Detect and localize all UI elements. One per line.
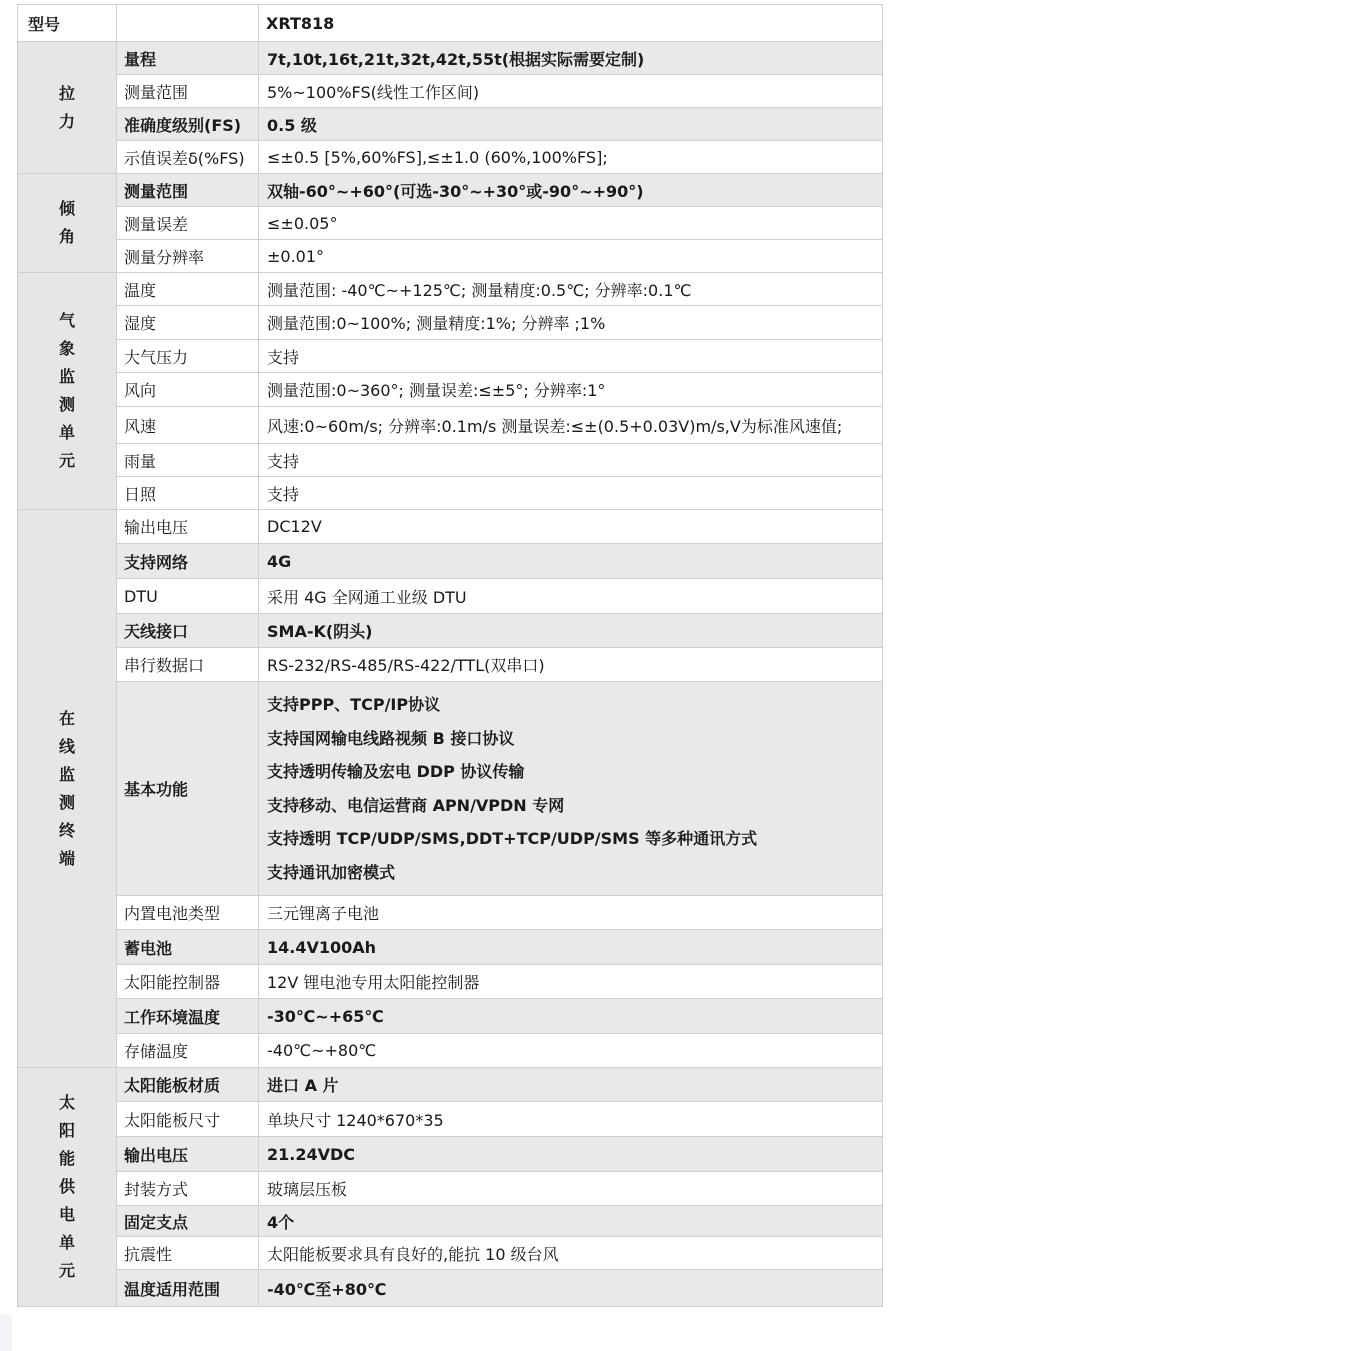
param-name: 固定支点 — [117, 1206, 259, 1237]
param-value: 4个 — [259, 1206, 883, 1237]
param-value: ±0.01° — [259, 240, 883, 273]
param-name: 太阳能板尺寸 — [117, 1102, 259, 1137]
param-value: SMA-K(阴头) — [259, 614, 883, 648]
table-row — [18, 373, 883, 407]
param-value: 玻璃层压板 — [259, 1172, 883, 1206]
table-row — [18, 273, 883, 306]
param-name: 温度 — [117, 273, 259, 306]
feature-item: 支持国网输电线路视频 B 接口协议 — [267, 728, 515, 748]
param-name: 串行数据口 — [117, 648, 259, 682]
param-name: 支持网络 — [117, 544, 259, 579]
param-name: 存储温度 — [117, 1034, 259, 1068]
group-label-tilt — [18, 174, 117, 273]
feature-item: 支持透明传输及宏电 DDP 协议传输 — [267, 762, 525, 781]
group-label-terminal — [18, 510, 117, 1068]
table-row — [18, 42, 883, 75]
param-value: 7t,10t,16t,21t,32t,42t,55t(根据实际需要定制) — [259, 42, 883, 75]
table-row — [18, 614, 883, 648]
table-row — [18, 1172, 883, 1206]
table-row — [18, 999, 883, 1034]
table-row — [18, 340, 883, 373]
param-name: 示值误差δ(%FS) — [117, 141, 259, 174]
table-row — [18, 444, 883, 477]
feature-item: 支持透明 TCP/UDP/SMS,DDT+TCP/UDP/SMS 等多种通讯方式 — [267, 829, 758, 848]
param-name: 温度适用范围 — [117, 1270, 259, 1307]
feature-list — [267, 682, 882, 895]
param-name: 蓄电池 — [117, 930, 259, 965]
group-label-solar — [18, 1068, 117, 1307]
param-name: 量程 — [117, 42, 259, 75]
param-value: 支持 — [259, 444, 883, 477]
param-value: 进口 A 片 — [259, 1068, 883, 1102]
feature-item: 支持移动、电信运营商 APN/VPDN 专网 — [267, 795, 565, 815]
group-label-weather — [18, 273, 117, 510]
param-name: 太阳能板材质 — [117, 1068, 259, 1102]
table-row — [18, 207, 883, 240]
table-row — [18, 240, 883, 273]
param-value: 测量范围: -40℃~+125℃; 测量精度:0.5℃; 分辨率:0.1℃ — [259, 273, 883, 306]
table-row — [18, 1270, 883, 1307]
param-name: 风向 — [117, 373, 259, 407]
feature-list-cell — [259, 682, 883, 896]
param-name: DTU — [117, 579, 259, 614]
param-name: 太阳能控制器 — [117, 965, 259, 999]
table-row — [18, 75, 883, 108]
model-label: 型号 — [18, 5, 117, 42]
table-row — [18, 965, 883, 999]
param-value: 风速:0~60m/s; 分辨率:0.1m/s 测量误差:≤±(0.5+0.03V)m/s,V为标准风速值; — [259, 407, 883, 444]
table-row — [18, 141, 883, 174]
param-value: -40℃至+80℃ — [259, 1270, 883, 1307]
page-edge-strip — [0, 1314, 12, 1351]
group-label-text: 倾角 — [58, 199, 75, 246]
param-value: 测量范围:0~360°; 测量误差:≤±5°; 分辨率:1° — [259, 373, 883, 407]
table-row — [18, 1237, 883, 1270]
param-name: 工作环境温度 — [117, 999, 259, 1034]
param-name: 测量范围 — [117, 75, 259, 108]
param-value: 支持 — [259, 477, 883, 510]
table-row — [18, 1206, 883, 1237]
param-value: 双轴-60°~+60°(可选-30°~+30°或-90°~+90°) — [259, 174, 883, 207]
param-value: 采用 4G 全网通工业级 DTU — [259, 579, 883, 614]
param-value: -30℃~+65℃ — [259, 999, 883, 1034]
feature-item: 支持PPP、TCP/IP协议 — [267, 695, 441, 714]
param-name: 雨量 — [117, 444, 259, 477]
table-row — [18, 930, 883, 965]
model-value: XRT818 — [259, 5, 883, 42]
param-value: DC12V — [259, 510, 883, 544]
param-name: 日照 — [117, 477, 259, 510]
param-value: 太阳能板要求具有良好的,能抗 10 级台风 — [259, 1237, 883, 1270]
param-name: 大气压力 — [117, 340, 259, 373]
group-label-text: 太阳能供电单元 — [58, 1093, 75, 1280]
param-value: 支持 — [259, 340, 883, 373]
table-row — [18, 648, 883, 682]
param-value: -40℃~+80℃ — [259, 1034, 883, 1068]
param-name: 内置电池类型 — [117, 896, 259, 930]
param-name: 抗震性 — [117, 1237, 259, 1270]
param-value: 12V 锂电池专用太阳能控制器 — [259, 965, 883, 999]
table-row — [18, 407, 883, 444]
spec-table — [17, 4, 883, 1307]
group-label-text: 在线监测终端 — [58, 708, 75, 868]
param-value: ≤±0.5 [5%,60%FS],≤±1.0 (60%,100%FS]; — [259, 141, 883, 174]
param-name: 输出电压 — [117, 1137, 259, 1172]
param-value: RS-232/RS-485/RS-422/TTL(双串口) — [259, 648, 883, 682]
table-row — [18, 682, 883, 896]
table-row — [18, 1102, 883, 1137]
param-value: 21.24VDC — [259, 1137, 883, 1172]
table-row — [18, 174, 883, 207]
header-row — [18, 5, 883, 42]
param-name: 测量分辨率 — [117, 240, 259, 273]
header-empty-cell — [117, 5, 259, 42]
table-row — [18, 108, 883, 141]
table-row — [18, 510, 883, 544]
group-label-text: 气象监测单元 — [58, 311, 75, 470]
param-name: 测量误差 — [117, 207, 259, 240]
table-row — [18, 1034, 883, 1068]
table-row — [18, 477, 883, 510]
table-row — [18, 896, 883, 930]
param-name: 风速 — [117, 407, 259, 444]
param-name: 准确度级别(FS) — [117, 108, 259, 141]
param-value: 测量范围:0~100%; 测量精度:1%; 分辨率 ;1% — [259, 306, 883, 340]
param-name: 基本功能 — [117, 682, 259, 896]
param-value: 5%~100%FS(线性工作区间) — [259, 75, 883, 108]
param-name: 输出电压 — [117, 510, 259, 544]
param-value: ≤±0.05° — [259, 207, 883, 240]
param-value: 三元锂离子电池 — [259, 896, 883, 930]
param-value: 14.4V100Ah — [259, 930, 883, 965]
table-row — [18, 544, 883, 579]
table-row — [18, 1068, 883, 1102]
param-name: 测量范围 — [117, 174, 259, 207]
table-row — [18, 579, 883, 614]
feature-item: 支持通讯加密模式 — [267, 862, 396, 882]
param-name: 湿度 — [117, 306, 259, 340]
param-value: 单块尺寸 1240*670*35 — [259, 1102, 883, 1137]
param-name: 天线接口 — [117, 614, 259, 648]
table-row — [18, 1137, 883, 1172]
group-label-text: 拉力 — [58, 83, 75, 131]
param-value: 4G — [259, 544, 883, 579]
param-value: 0.5 级 — [259, 108, 883, 141]
param-name: 封装方式 — [117, 1172, 259, 1206]
table-row — [18, 306, 883, 340]
group-label-tension — [18, 42, 117, 174]
